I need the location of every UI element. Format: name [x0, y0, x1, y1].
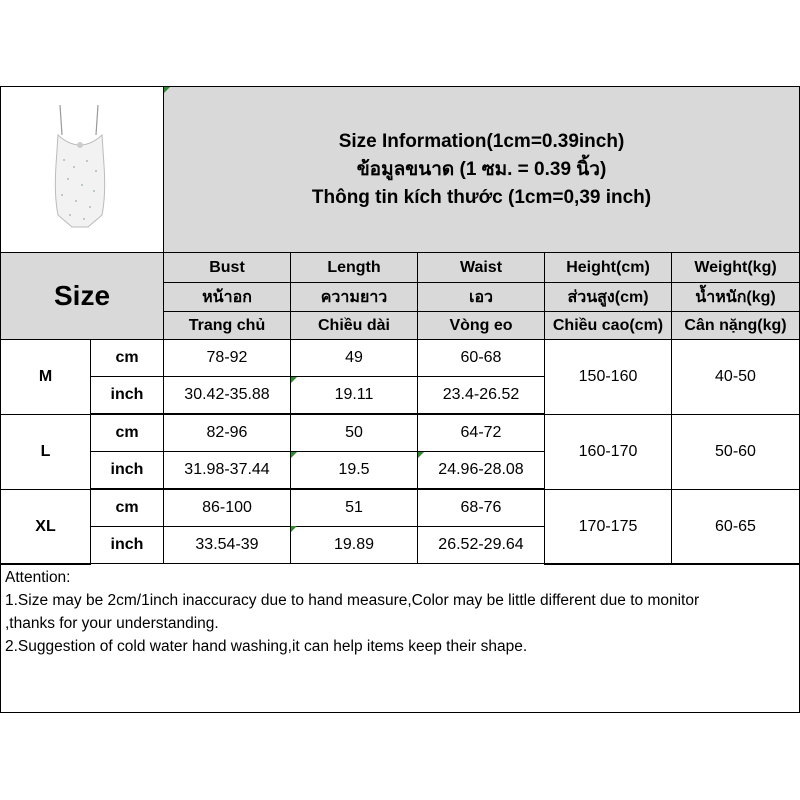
column-header-th: ส่วนสูง(cm): [544, 282, 672, 312]
column-header-vi: Trang chủ: [163, 311, 291, 340]
title-vietnamese: Thông tin kích thước (1cm=0,39 inch): [311, 186, 652, 208]
title-cell: [163, 86, 800, 253]
size-label: L: [0, 414, 91, 490]
column-header-th: น้ำหนัก(kg): [671, 282, 800, 312]
bust-value: 31.98-37.44: [163, 451, 291, 489]
column-header-vi: Vòng eo: [417, 311, 545, 340]
unit-label: cm: [90, 489, 164, 527]
waist-value: 68-76: [417, 489, 545, 527]
cell-marker: [164, 87, 170, 93]
column-header-vi: Chiều dài: [290, 311, 418, 340]
size-label: XL: [0, 489, 91, 565]
length-value: 51: [290, 489, 418, 527]
waist-value: 26.52-29.64: [417, 526, 545, 564]
bust-value: 86-100: [163, 489, 291, 527]
column-header-en: Weight(kg): [671, 252, 800, 283]
bodysuit-image: [32, 95, 132, 245]
length-value: 19.89: [290, 526, 418, 564]
cell-marker: [291, 452, 297, 458]
unit-label: cm: [90, 414, 164, 452]
height-value: 170-175: [544, 489, 672, 565]
weight-value: 40-50: [671, 339, 800, 415]
waist-value: 23.4-26.52: [417, 376, 545, 414]
cell-marker: [291, 377, 297, 383]
column-header-vi: Cân nặng(kg): [671, 311, 800, 340]
column-header-th: หน้าอก: [163, 282, 291, 312]
column-header-en: Bust: [163, 252, 291, 283]
column-header-en: Length: [290, 252, 418, 283]
waist-value: 24.96-28.08: [417, 451, 545, 489]
note-line-1: 1.Size may be 2cm/1inch inaccuracy due to hand measure,Color may be little different due to monitor: [5, 592, 700, 609]
weight-value: 60-65: [671, 489, 800, 565]
cell-marker: [291, 526, 297, 532]
bust-value: 30.42-35.88: [163, 376, 291, 414]
attention-notes: [0, 563, 800, 713]
title-english: Size Information(1cm=0.39inch): [338, 130, 625, 152]
cell-marker: [418, 452, 424, 458]
length-value: 19.11: [290, 376, 418, 414]
note-line-2: 2.Suggestion of cold water hand washing,it can help items keep their shape.: [5, 638, 528, 655]
column-header-en: Waist: [417, 252, 545, 283]
column-header-vi: Chiều cao(cm): [544, 311, 672, 340]
size-label: M: [0, 339, 91, 415]
length-value: 50: [290, 414, 418, 452]
unit-label: cm: [90, 339, 164, 377]
unit-label: inch: [90, 451, 164, 489]
column-header-th: เอว: [417, 282, 545, 312]
waist-value: 60-68: [417, 339, 545, 377]
product-image-cell: [0, 86, 164, 253]
unit-label: inch: [90, 376, 164, 414]
bust-value: 33.54-39: [163, 526, 291, 564]
bust-value: 78-92: [163, 339, 291, 377]
column-header-th: ความยาว: [290, 282, 418, 312]
length-value: 19.5: [290, 451, 418, 489]
height-value: 150-160: [544, 339, 672, 415]
height-value: 160-170: [544, 414, 672, 490]
title-thai: ข้อมูลขนาด (1 ซม. = 0.39 นิ้ว): [356, 158, 607, 180]
attention-heading: Attention:: [5, 569, 71, 586]
length-value: 49: [290, 339, 418, 377]
waist-value: 64-72: [417, 414, 545, 452]
size-header: Size: [0, 252, 164, 340]
unit-label: inch: [90, 526, 164, 564]
column-header-en: Height(cm): [544, 252, 672, 283]
weight-value: 50-60: [671, 414, 800, 490]
note-line-1b: ,thanks for your understanding.: [5, 615, 219, 632]
bust-value: 82-96: [163, 414, 291, 452]
